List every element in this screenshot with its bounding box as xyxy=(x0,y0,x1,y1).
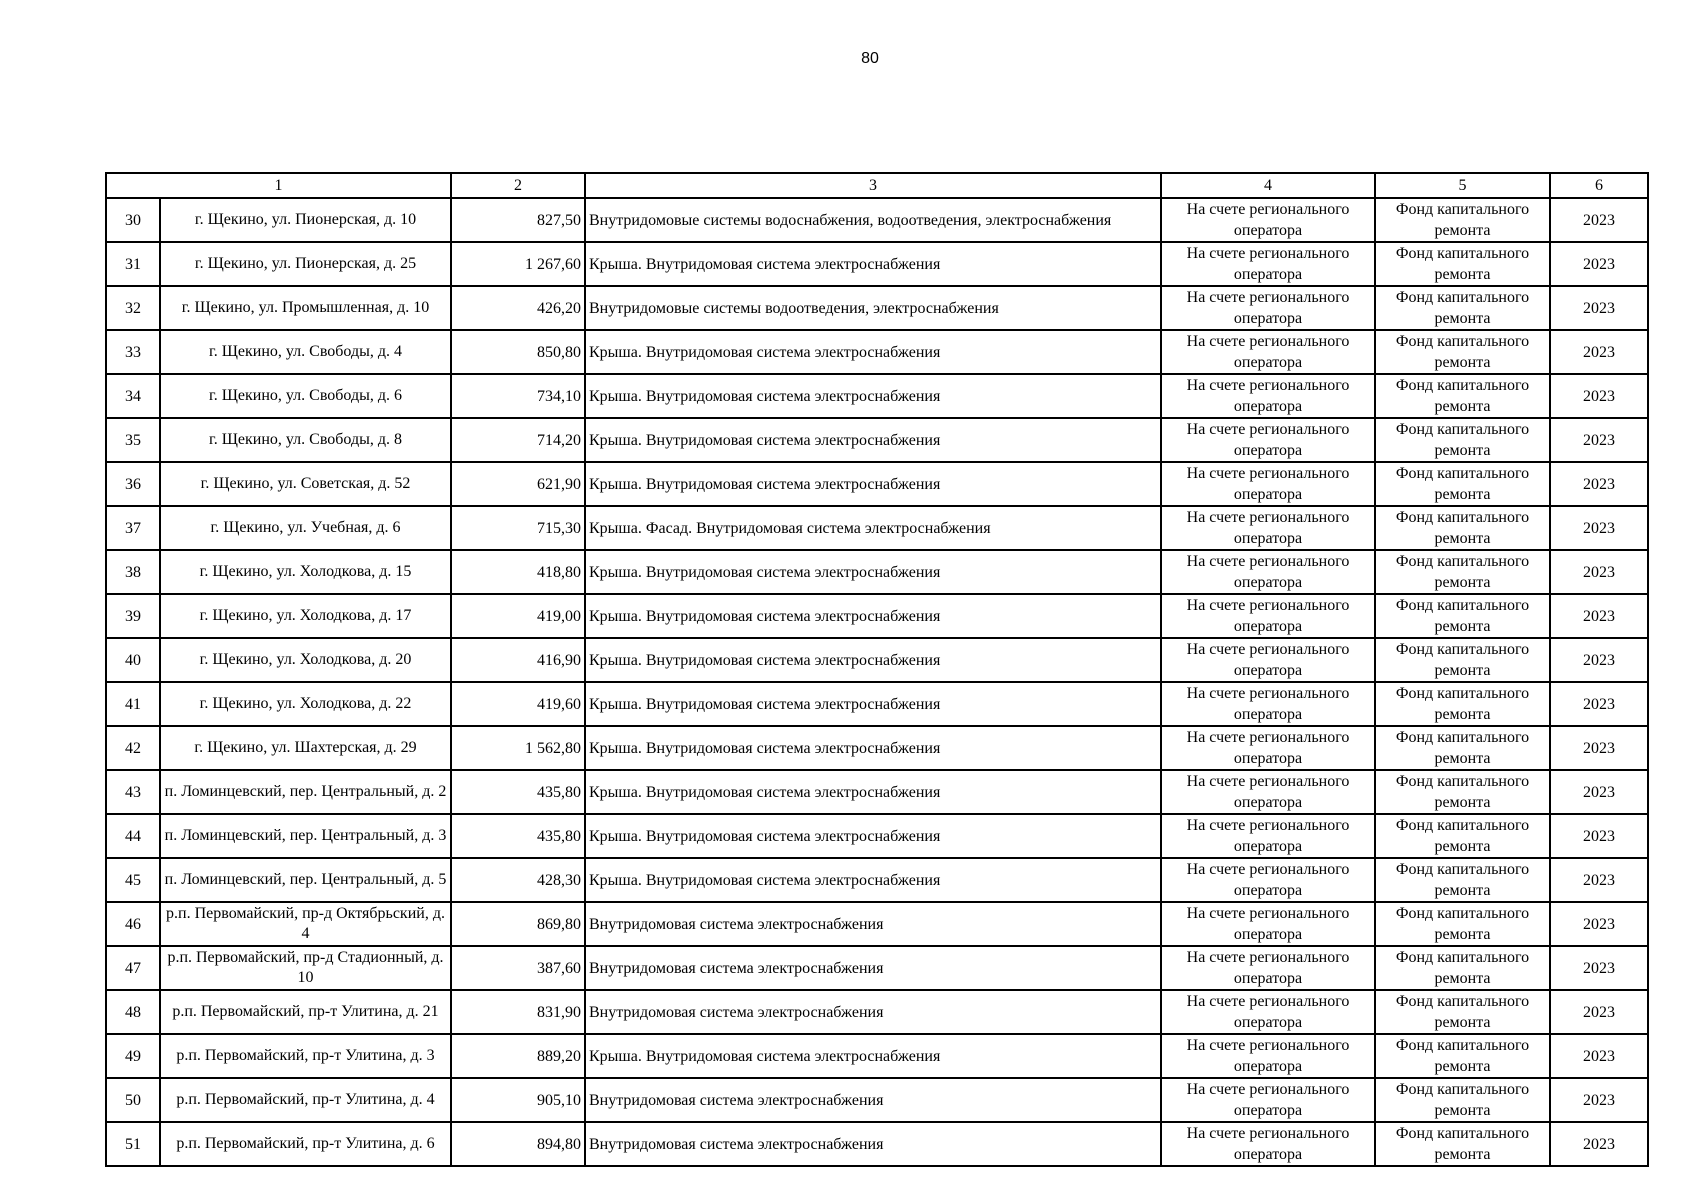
area-cell: 889,20 xyxy=(451,1034,585,1078)
account-cell: На счете регионального оператора xyxy=(1161,550,1375,594)
table-row xyxy=(106,990,1648,1034)
row-number: 41 xyxy=(106,682,160,726)
works-cell: Внутридомовые системы водоотведения, электроснабжения xyxy=(585,286,1161,330)
year-cell: 2023 xyxy=(1550,374,1648,418)
header-cell-3: 3 xyxy=(585,173,1161,198)
works-cell: Крыша. Внутридомовая система электроснабжения xyxy=(585,814,1161,858)
account-cell: На счете регионального оператора xyxy=(1161,858,1375,902)
year-cell: 2023 xyxy=(1550,330,1648,374)
table-row xyxy=(106,638,1648,682)
year-cell: 2023 xyxy=(1550,1078,1648,1122)
works-cell: Внутридомовая система электроснабжения xyxy=(585,1078,1161,1122)
funding-source-cell: Фонд капитального ремонта xyxy=(1375,814,1550,858)
address-cell: г. Щекино, ул. Холодкова, д. 15 xyxy=(160,550,451,594)
header-cell-5: 5 xyxy=(1375,173,1550,198)
funding-source-cell: Фонд капитального ремонта xyxy=(1375,462,1550,506)
row-number: 42 xyxy=(106,726,160,770)
works-cell: Внутридомовая система электроснабжения xyxy=(585,902,1161,946)
table-row xyxy=(106,330,1648,374)
table-row xyxy=(106,1034,1648,1078)
area-cell: 1 562,80 xyxy=(451,726,585,770)
funding-source-cell: Фонд капитального ремонта xyxy=(1375,990,1550,1034)
area-cell: 1 267,60 xyxy=(451,242,585,286)
area-cell: 435,80 xyxy=(451,770,585,814)
account-cell: На счете регионального оператора xyxy=(1161,1034,1375,1078)
year-cell: 2023 xyxy=(1550,286,1648,330)
works-cell: Крыша. Внутридомовая система электроснабжения xyxy=(585,858,1161,902)
address-cell: р.п. Первомайский, пр-т Улитина, д. 4 xyxy=(160,1078,451,1122)
account-cell: На счете регионального оператора xyxy=(1161,902,1375,946)
account-cell: На счете регионального оператора xyxy=(1161,330,1375,374)
table-row xyxy=(106,418,1648,462)
table-row xyxy=(106,1122,1648,1166)
capital-repair-table xyxy=(105,172,1649,1167)
works-cell: Крыша. Внутридомовая система электроснабжения xyxy=(585,638,1161,682)
table-row xyxy=(106,1078,1648,1122)
year-cell: 2023 xyxy=(1550,858,1648,902)
table-row xyxy=(106,286,1648,330)
area-cell: 905,10 xyxy=(451,1078,585,1122)
year-cell: 2023 xyxy=(1550,726,1648,770)
account-cell: На счете регионального оператора xyxy=(1161,946,1375,990)
address-cell: п. Ломинцевский, пер. Центральный, д. 2 xyxy=(160,770,451,814)
funding-source-cell: Фонд капитального ремонта xyxy=(1375,550,1550,594)
row-number: 39 xyxy=(106,594,160,638)
works-cell: Крыша. Внутридомовая система электроснабжения xyxy=(585,418,1161,462)
row-number: 34 xyxy=(106,374,160,418)
year-cell: 2023 xyxy=(1550,594,1648,638)
address-cell: р.п. Первомайский, пр-д Стадионный, д. 10 xyxy=(160,946,451,990)
year-cell: 2023 xyxy=(1550,462,1648,506)
row-number: 49 xyxy=(106,1034,160,1078)
works-cell: Крыша. Внутридомовая система электроснабжения xyxy=(585,242,1161,286)
address-cell: г. Щекино, ул. Советская, д. 52 xyxy=(160,462,451,506)
row-number: 31 xyxy=(106,242,160,286)
funding-source-cell: Фонд капитального ремонта xyxy=(1375,374,1550,418)
row-number: 32 xyxy=(106,286,160,330)
table-row xyxy=(106,814,1648,858)
area-cell: 850,80 xyxy=(451,330,585,374)
row-number: 33 xyxy=(106,330,160,374)
funding-source-cell: Фонд капитального ремонта xyxy=(1375,858,1550,902)
funding-source-cell: Фонд капитального ремонта xyxy=(1375,594,1550,638)
year-cell: 2023 xyxy=(1550,814,1648,858)
address-cell: р.п. Первомайский, пр-т Улитина, д. 6 xyxy=(160,1122,451,1166)
area-cell: 418,80 xyxy=(451,550,585,594)
row-number: 43 xyxy=(106,770,160,814)
year-cell: 2023 xyxy=(1550,418,1648,462)
row-number: 30 xyxy=(106,198,160,242)
header-cell-6: 6 xyxy=(1550,173,1648,198)
row-number: 50 xyxy=(106,1078,160,1122)
area-cell: 869,80 xyxy=(451,902,585,946)
table-row xyxy=(106,858,1648,902)
table-row xyxy=(106,374,1648,418)
table-row xyxy=(106,902,1648,946)
works-cell: Крыша. Внутридомовая система электроснабжения xyxy=(585,550,1161,594)
account-cell: На счете регионального оператора xyxy=(1161,506,1375,550)
row-number: 45 xyxy=(106,858,160,902)
page-number: 80 xyxy=(861,50,879,67)
area-cell: 426,20 xyxy=(451,286,585,330)
account-cell: На счете регионального оператора xyxy=(1161,462,1375,506)
area-cell: 387,60 xyxy=(451,946,585,990)
header-row xyxy=(106,173,1648,198)
year-cell: 2023 xyxy=(1550,198,1648,242)
address-cell: г. Щекино, ул. Шахтерская, д. 29 xyxy=(160,726,451,770)
row-number: 44 xyxy=(106,814,160,858)
funding-source-cell: Фонд капитального ремонта xyxy=(1375,770,1550,814)
address-cell: г. Щекино, ул. Свободы, д. 8 xyxy=(160,418,451,462)
works-cell: Внутридомовая система электроснабжения xyxy=(585,1122,1161,1166)
area-cell: 621,90 xyxy=(451,462,585,506)
works-cell: Крыша. Внутридомовая система электроснабжения xyxy=(585,1034,1161,1078)
table-row xyxy=(106,594,1648,638)
address-cell: г. Щекино, ул. Свободы, д. 6 xyxy=(160,374,451,418)
works-cell: Внутридомовая система электроснабжения xyxy=(585,990,1161,1034)
funding-source-cell: Фонд капитального ремонта xyxy=(1375,682,1550,726)
funding-source-cell: Фонд капитального ремонта xyxy=(1375,1122,1550,1166)
works-cell: Крыша. Внутридомовая система электроснабжения xyxy=(585,682,1161,726)
row-number: 48 xyxy=(106,990,160,1034)
address-cell: р.п. Первомайский, пр-д Октябрьский, д. 4 xyxy=(160,902,451,946)
works-cell: Крыша. Фасад. Внутридомовая система электроснабжения xyxy=(585,506,1161,550)
area-cell: 419,60 xyxy=(451,682,585,726)
funding-source-cell: Фонд капитального ремонта xyxy=(1375,242,1550,286)
account-cell: На счете регионального оператора xyxy=(1161,594,1375,638)
account-cell: На счете регионального оператора xyxy=(1161,638,1375,682)
year-cell: 2023 xyxy=(1550,506,1648,550)
address-cell: р.п. Первомайский, пр-т Улитина, д. 21 xyxy=(160,990,451,1034)
area-cell: 831,90 xyxy=(451,990,585,1034)
funding-source-cell: Фонд капитального ремонта xyxy=(1375,638,1550,682)
works-cell: Крыша. Внутридомовая система электроснабжения xyxy=(585,462,1161,506)
table-row xyxy=(106,198,1648,242)
account-cell: На счете регионального оператора xyxy=(1161,418,1375,462)
table-row xyxy=(106,550,1648,594)
funding-source-cell: Фонд капитального ремонта xyxy=(1375,198,1550,242)
funding-source-cell: Фонд капитального ремонта xyxy=(1375,1078,1550,1122)
account-cell: На счете регионального оператора xyxy=(1161,990,1375,1034)
year-cell: 2023 xyxy=(1550,550,1648,594)
year-cell: 2023 xyxy=(1550,682,1648,726)
address-cell: р.п. Первомайский, пр-т Улитина, д. 3 xyxy=(160,1034,451,1078)
area-cell: 894,80 xyxy=(451,1122,585,1166)
works-cell: Внутридомовые системы водоснабжения, водоотведения, электроснабжения xyxy=(585,198,1161,242)
row-number: 35 xyxy=(106,418,160,462)
year-cell: 2023 xyxy=(1550,638,1648,682)
table-row xyxy=(106,462,1648,506)
year-cell: 2023 xyxy=(1550,770,1648,814)
works-cell: Крыша. Внутридомовая система электроснабжения xyxy=(585,594,1161,638)
funding-source-cell: Фонд капитального ремонта xyxy=(1375,506,1550,550)
address-cell: г. Щекино, ул. Учебная, д. 6 xyxy=(160,506,451,550)
account-cell: На счете регионального оператора xyxy=(1161,1122,1375,1166)
works-cell: Крыша. Внутридомовая система электроснабжения xyxy=(585,726,1161,770)
address-cell: г. Щекино, ул. Холодкова, д. 22 xyxy=(160,682,451,726)
address-cell: г. Щекино, ул. Холодкова, д. 17 xyxy=(160,594,451,638)
address-cell: г. Щекино, ул. Холодкова, д. 20 xyxy=(160,638,451,682)
row-number: 47 xyxy=(106,946,160,990)
row-number: 40 xyxy=(106,638,160,682)
area-cell: 714,20 xyxy=(451,418,585,462)
funding-source-cell: Фонд капитального ремонта xyxy=(1375,726,1550,770)
header-cell-2: 2 xyxy=(451,173,585,198)
works-cell: Крыша. Внутридомовая система электроснабжения xyxy=(585,330,1161,374)
table-row xyxy=(106,242,1648,286)
account-cell: На счете регионального оператора xyxy=(1161,286,1375,330)
header-cell-4: 4 xyxy=(1161,173,1375,198)
header-cell-1: 1 xyxy=(106,173,451,198)
row-number: 38 xyxy=(106,550,160,594)
funding-source-cell: Фонд капитального ремонта xyxy=(1375,902,1550,946)
year-cell: 2023 xyxy=(1550,902,1648,946)
area-cell: 827,50 xyxy=(451,198,585,242)
account-cell: На счете регионального оператора xyxy=(1161,770,1375,814)
area-cell: 715,30 xyxy=(451,506,585,550)
table-row xyxy=(106,682,1648,726)
year-cell: 2023 xyxy=(1550,990,1648,1034)
funding-source-cell: Фонд капитального ремонта xyxy=(1375,946,1550,990)
area-cell: 416,90 xyxy=(451,638,585,682)
funding-source-cell: Фонд капитального ремонта xyxy=(1375,418,1550,462)
works-cell: Внутридомовая система электроснабжения xyxy=(585,946,1161,990)
table-row xyxy=(106,726,1648,770)
works-cell: Крыша. Внутридомовая система электроснабжения xyxy=(585,770,1161,814)
funding-source-cell: Фонд капитального ремонта xyxy=(1375,330,1550,374)
address-cell: п. Ломинцевский, пер. Центральный, д. 5 xyxy=(160,858,451,902)
account-cell: На счете регионального оператора xyxy=(1161,726,1375,770)
area-cell: 734,10 xyxy=(451,374,585,418)
area-cell: 428,30 xyxy=(451,858,585,902)
table-row xyxy=(106,946,1648,990)
row-number: 46 xyxy=(106,902,160,946)
area-cell: 435,80 xyxy=(451,814,585,858)
works-cell: Крыша. Внутридомовая система электроснабжения xyxy=(585,374,1161,418)
table-row xyxy=(106,770,1648,814)
address-cell: г. Щекино, ул. Свободы, д. 4 xyxy=(160,330,451,374)
row-number: 37 xyxy=(106,506,160,550)
row-number: 36 xyxy=(106,462,160,506)
account-cell: На счете регионального оператора xyxy=(1161,814,1375,858)
year-cell: 2023 xyxy=(1550,1122,1648,1166)
address-cell: г. Щекино, ул. Промышленная, д. 10 xyxy=(160,286,451,330)
area-cell: 419,00 xyxy=(451,594,585,638)
year-cell: 2023 xyxy=(1550,1034,1648,1078)
address-cell: г. Щекино, ул. Пионерская, д. 25 xyxy=(160,242,451,286)
funding-source-cell: Фонд капитального ремонта xyxy=(1375,286,1550,330)
table-row xyxy=(106,506,1648,550)
address-cell: г. Щекино, ул. Пионерская, д. 10 xyxy=(160,198,451,242)
account-cell: На счете регионального оператора xyxy=(1161,682,1375,726)
funding-source-cell: Фонд капитального ремонта xyxy=(1375,1034,1550,1078)
year-cell: 2023 xyxy=(1550,242,1648,286)
account-cell: На счете регионального оператора xyxy=(1161,198,1375,242)
year-cell: 2023 xyxy=(1550,946,1648,990)
account-cell: На счете регионального оператора xyxy=(1161,242,1375,286)
account-cell: На счете регионального оператора xyxy=(1161,374,1375,418)
address-cell: п. Ломинцевский, пер. Центральный, д. 3 xyxy=(160,814,451,858)
row-number: 51 xyxy=(106,1122,160,1166)
account-cell: На счете регионального оператора xyxy=(1161,1078,1375,1122)
